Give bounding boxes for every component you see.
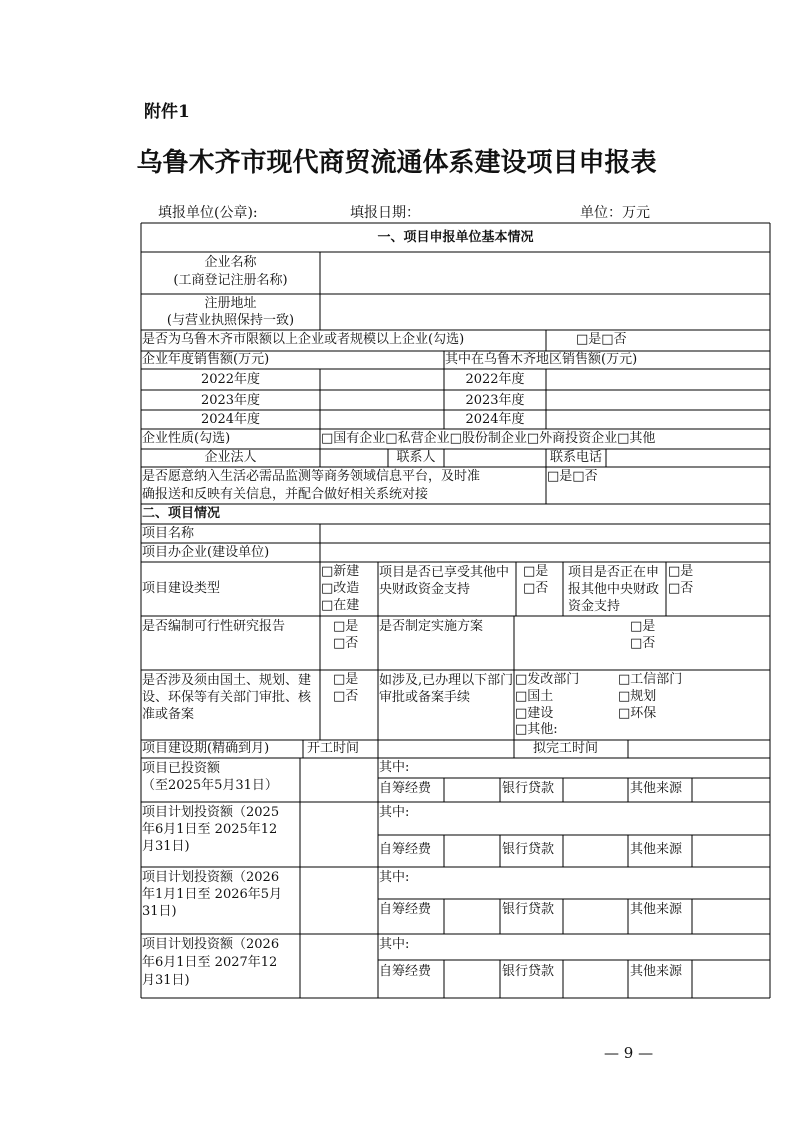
invest-row3-label-3: 31日) [142,904,177,919]
period-label: 项目建设期(精确到月) [142,741,270,756]
invest-row4-bank: 银行贷款 [502,964,555,979]
invest-row1-label-2: （至2025年5月31日） [142,778,278,793]
platform-question-line1: 是否愿意纳入生活必需品监测等商务领域信息平台，及时准 [142,469,481,484]
invest-row3-label-2: 年1月1日至 2026年5月 [142,887,283,902]
year-2024-right: 2024年度 [465,412,525,427]
nature-options[interactable]: □国有企业□私营企业□股份制企业□外商投资企业□其他 [321,431,656,446]
invest-row3-bank: 银行贷款 [502,902,555,917]
build-type-ongoing[interactable]: □在建 [321,598,360,613]
invest-row4-other: 其他来源 [630,964,683,979]
nature-label: 企业性质(勾选) [142,431,231,446]
dept-fagai[interactable]: □发改部门 [515,672,580,687]
year-2023-right: 2023年度 [465,393,525,408]
dept-jianshe[interactable]: □建设 [515,706,554,721]
contact-phone-label: 联系电话 [549,450,602,465]
legal-person-label: 企业法人 [204,450,257,465]
invest-row4-self: 自筹经费 [379,964,432,979]
invest-row4-label-3: 月31日) [142,973,190,988]
approval-yes[interactable]: □是 [333,672,359,687]
build-type-renovate[interactable]: □改造 [321,581,360,596]
plan-yes[interactable]: □是 [630,619,656,634]
invest-row2-label-3: 月31日) [142,839,190,854]
dept-huanbao[interactable]: □环保 [618,706,657,721]
central-funds-question: 项目是否已享受其他中央财政资金支持 [379,565,510,597]
plan-no[interactable]: □否 [630,636,656,651]
dept-gongxin[interactable]: □工信部门 [618,672,683,687]
unit-label: 单位：万元 [580,205,650,221]
invest-row2-bank: 银行贷款 [502,842,555,857]
invest-row2-self: 自筹经费 [379,842,432,857]
approval-question: 是否涉及须由国土、规划、建设、环保等有关部门审批、核准或备案 [142,673,312,722]
approval-dept-question: 如涉及,已办理以下部门审批或备案手续 [379,673,514,705]
invest-row3-label-1: 项目计划投资额（2026 [142,870,280,885]
invest-row4-of-which: 其中: [379,937,410,952]
annual-sales-label: 企业年度销售额(万元) [142,352,270,367]
attachment-label: 附件1 [144,102,190,122]
approval-no[interactable]: □否 [333,689,359,704]
invest-row1-of-which: 其中: [379,760,410,775]
invest-row3-other: 其他来源 [630,902,683,917]
dept-guihua[interactable]: □规划 [618,689,657,704]
section1-title: 一、项目申报单位基本情况 [377,230,534,245]
invest-row2-label-2: 年6月1日至 2025年12 [142,822,278,837]
year-2024-left: 2024年度 [200,412,261,427]
feasibility-no[interactable]: □否 [333,636,359,651]
central-funds-yes[interactable]: □是 [523,564,549,579]
invest-row1-label-1: 项目已投资额 [142,761,221,776]
document-title: 乌鲁木齐市现代商贸流通体系建设项目申报表 [136,148,657,178]
feasibility-yes[interactable]: □是 [333,619,359,634]
plan-question: 是否制定实施方案 [379,619,484,634]
address-label: 注册地址 [204,296,257,311]
applying-funds-no[interactable]: □否 [668,581,694,596]
page-number: — 9 — [604,1044,654,1062]
section2-title: 二、项目情况 [142,506,221,521]
local-sales-label: 其中在乌鲁木齐地区销售额(万元) [445,352,638,367]
project-name-label: 项目名称 [142,526,195,541]
address-sublabel: (与营业执照保持一致) [166,313,295,328]
year-2022-right: 2022年度 [465,372,525,387]
above-scale-question: 是否为乌鲁木齐市限额以上企业或者规模以上企业(勾选) [142,332,465,347]
start-time-label: 开工时间 [307,741,360,756]
build-type-label: 项目建设类型 [142,581,221,596]
platform-question-line2: 确报送和反映有关信息，并配合做好相关系统对接 [142,487,429,502]
dept-guotu[interactable]: □国土 [515,689,554,704]
company-name-sublabel: (工商登记注册名称) [173,273,288,288]
end-time-label: 拟完工时间 [533,741,599,756]
central-funds-no[interactable]: □否 [523,581,549,596]
applying-funds-question: 项目是否正在申报其他中央财政资金支持 [568,565,660,614]
year-2023-left: 2023年度 [200,393,261,408]
invest-row4-label-1: 项目计划投资额（2026 [142,937,280,952]
host-company-label: 项目办企业(建设单位) [142,545,270,560]
invest-row3-of-which: 其中: [379,870,410,885]
year-2022-left: 2022年度 [200,372,261,387]
invest-row2-of-which: 其中: [379,805,410,820]
invest-row2-label-1: 项目计划投资额（2025 [142,805,280,820]
invest-row3-self: 自筹经费 [379,902,432,917]
contact-label: 联系人 [396,450,436,465]
invest-row1-self: 自筹经费 [379,781,432,796]
filler-unit-label: 填报单位(公章): [158,205,258,221]
platform-checkbox[interactable]: □是□否 [547,469,598,484]
dept-other[interactable]: □其他: [515,722,558,737]
invest-row1-bank: 银行贷款 [502,781,555,796]
company-name-label: 企业名称 [204,255,257,270]
applying-funds-yes[interactable]: □是 [668,564,694,579]
invest-row4-label-2: 年6月1日至 2027年12 [142,955,278,970]
build-type-new[interactable]: □新建 [321,564,360,579]
invest-row2-other: 其他来源 [630,842,683,857]
fill-date-label: 填报日期： [350,205,420,221]
feasibility-question: 是否编制可行性研究报告 [142,619,286,634]
above-scale-checkbox[interactable]: □是□否 [576,332,627,347]
invest-row1-other: 其他来源 [630,781,683,796]
